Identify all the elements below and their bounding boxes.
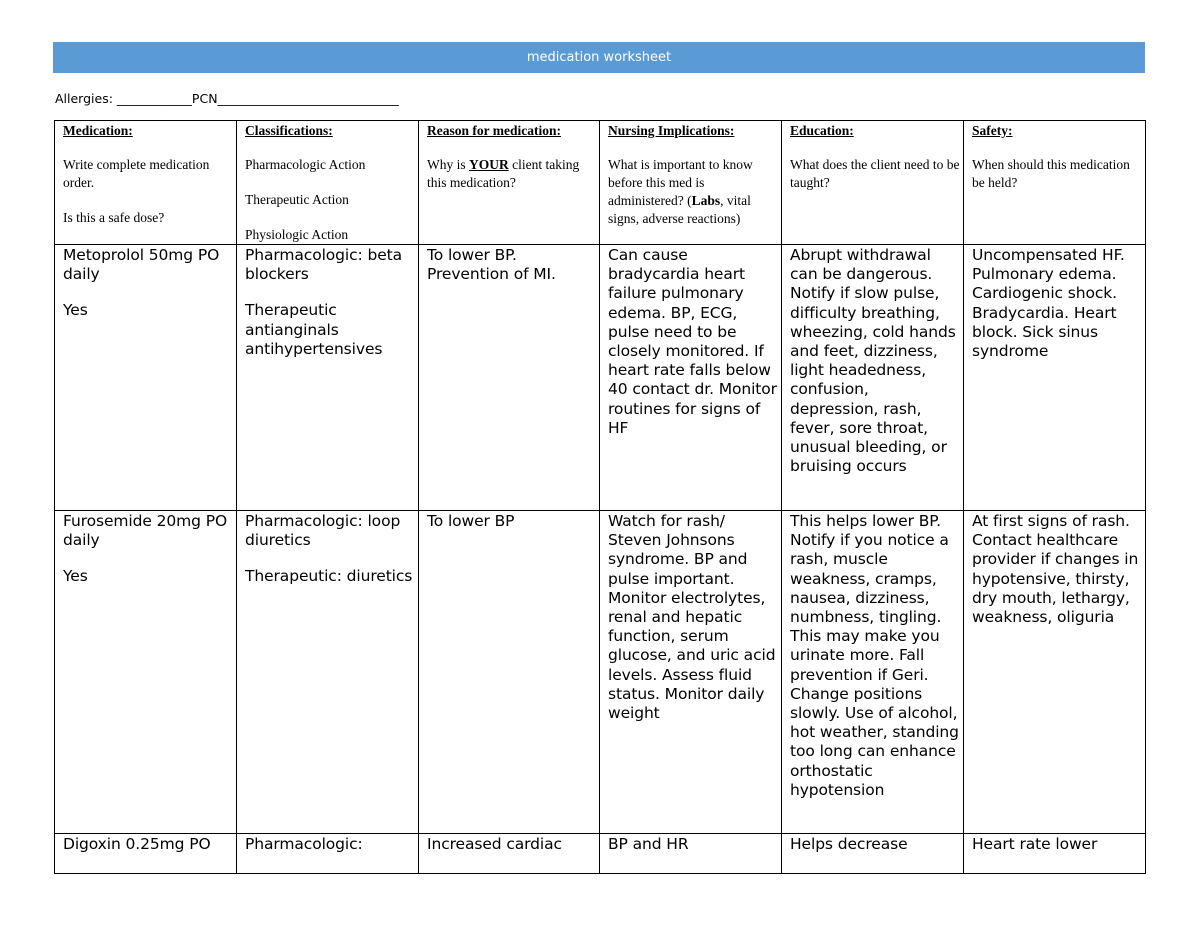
nursing-text: Watch for rash/ Steven Johnsons syndrome. BP and pulse important. Monitor electrolytes, renal and hepatic function, serum glucose, and uric acid levels. Assess fluid status. Monitor daily weight [608,512,776,723]
header-note: What is important to know before this med is administered? (Labs, vital signs, adverse reactions) [608,157,753,226]
cell-nursing [600,834,782,874]
safety-text: Heart rate lower [972,835,1098,853]
header-note: Is this a safe dose? [63,210,165,225]
safe-dose-answer: Yes [63,301,88,320]
cell-medication [55,245,237,511]
header-title: Education: [790,123,854,138]
cell-medication [55,834,237,874]
cell-safety [964,834,1146,874]
table-row [55,834,1146,874]
header-note: What does the client need to be taught? [790,157,960,190]
allergies-line [55,91,399,106]
cell-nursing [600,245,782,511]
cell-safety [964,245,1146,511]
safety-text: Uncompensated HF. Pulmonary edema. Cardiogenic shock. Bradycardia. Heart block. Sick sinus syndrome [972,246,1125,361]
header-title: Safety: [972,123,1013,138]
table-row [55,511,1146,834]
medication-table [54,120,1146,874]
header-title: Nursing Implications: [608,123,735,138]
pharmacologic-class: Pharmacologic: beta blockers [245,246,403,284]
table-row [55,245,1146,511]
cell-reason [419,834,600,874]
worksheet-title: medication worksheet [526,50,672,65]
table-header-row [55,121,1146,245]
header-emphasis: Labs [691,193,721,208]
nursing-text: BP and HR [608,835,689,853]
medication-order: Digoxin 0.25mg PO [63,835,211,853]
cell-classification [237,511,419,834]
reason-text: Increased cardiac [427,835,562,853]
header-safety [964,121,1146,245]
pharmacologic-class: Pharmacologic: loop diuretics [245,512,401,550]
allergies-blank-before: ____________ [116,91,192,106]
header-note: Pharmacologic Action [245,157,366,172]
therapeutic-class: Therapeutic antianginals antihypertensives [245,301,383,358]
header-reason [419,121,600,245]
header-emphasis: YOUR [469,157,509,172]
reason-text: To lower BP. Prevention of MI. [427,246,556,284]
reason-text: To lower BP [427,512,515,530]
cell-education [782,245,964,511]
worksheet-title-bar [53,42,1145,73]
cell-education [782,511,964,834]
cell-education [782,834,964,874]
medication-order: Metoprolol 50mg PO daily [63,246,220,284]
header-title: Classifications: [245,123,333,138]
header-classifications [237,121,419,245]
education-text: Helps decrease [790,835,908,853]
cell-nursing [600,511,782,834]
safe-dose-answer: Yes [63,567,88,586]
header-title: Medication: [63,123,133,138]
header-medication [55,121,237,245]
header-title: Reason for medication: [427,123,561,138]
header-note: Therapeutic Action [245,192,349,207]
therapeutic-class: Therapeutic: diuretics [245,567,413,586]
allergies-blank-after: _____________________________ [217,91,399,106]
allergies-label: Allergies: [55,91,113,106]
safety-text: At first signs of rash. Contact healthcare provider if changes in hypotensive, thirsty, dry mouth, lethargy, weakness, oliguria [972,512,1139,627]
header-education [782,121,964,245]
cell-safety [964,511,1146,834]
nursing-text: Can cause bradycardia heart failure pulmonary edema. BP, ECG, pulse need to be closely monitored. If heart rate falls below 40 contact dr. Monitor routines for signs of HF [608,246,777,437]
cell-reason [419,245,600,511]
cell-reason [419,511,600,834]
header-note: Why is YOUR client taking this medication? [427,157,580,190]
education-text: Abrupt withdrawal can be dangerous. Notify if slow pulse, difficulty breathing, wheezing, cold hands and feet, dizziness, light headedness, confusion, depression, rash, fever, sore throat, unusual bleeding, or bruising occurs [790,246,956,476]
medication-order: Furosemide 20mg PO daily [63,512,228,550]
cell-classification [237,834,419,874]
cell-classification [237,245,419,511]
header-nursing-implications [600,121,782,245]
education-text: This helps lower BP. Notify if you notice a rash, muscle weakness, cramps, nausea, dizziness, numbness, tingling. This may make you urinate more. Fall prevention if Geri. Change positions slowly. Use of alcohol, hot weather, standing too long can enhance orthostatic hypotension [790,512,959,799]
pharmacologic-class: Pharmacologic: [245,835,363,853]
header-note: Physiologic Action [245,227,349,242]
header-note: When should this medication be held? [972,157,1130,190]
allergies-value: PCN [191,91,218,106]
header-note: Write complete medication order. [63,157,210,190]
cell-medication [55,511,237,834]
